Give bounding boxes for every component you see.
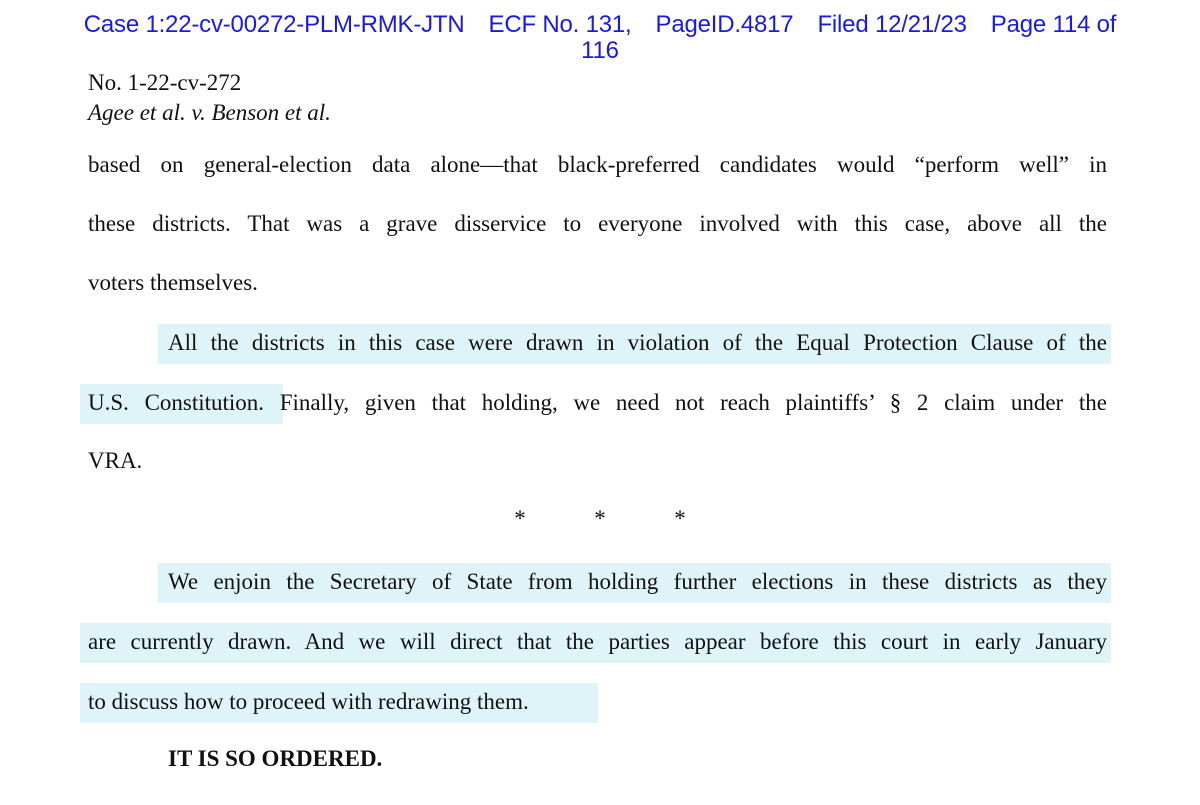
body-line-highlighted: We enjoin the Secretary of State from holding further elections in these districts as they: [168, 569, 1107, 594]
page-id: PageID.4817: [655, 11, 794, 38]
order-statement: IT IS SO ORDERED.: [168, 746, 383, 771]
body-line: these districts. That was a grave disservice to everyone involved with this case, above all the: [88, 211, 1107, 236]
body-line: voters themselves.: [88, 270, 258, 295]
body-line: based on general-election data alone—that black-preferred candidates would “perform well” in: [88, 152, 1107, 177]
ecf-number: ECF No. 131,: [488, 11, 632, 38]
asterisk: *: [594, 506, 606, 531]
body-text: Finally, given that holding, we need not reach plaintiffs’ § 2 claim under the: [264, 390, 1107, 415]
body-line-highlighted: All the districts in this case were drawn in violation of the Equal Protection Clause of the: [168, 330, 1107, 355]
section-separator: [0, 506, 1200, 532]
page-total: 116: [581, 37, 619, 64]
caption-case-number: No. 1-22-cv-272: [88, 70, 242, 95]
asterisk: *: [674, 506, 686, 531]
highlighted-phrase: U.S. Constitution.: [88, 390, 265, 415]
asterisk: *: [514, 506, 526, 531]
caption-case-name: Agee et al. v. Benson et al.: [88, 100, 331, 125]
ecf-filing-header: [30, 12, 1170, 64]
filed-date: Filed 12/21/23: [817, 11, 967, 38]
body-line: VRA.: [88, 448, 143, 473]
body-line: [88, 388, 1107, 418]
case-number-stamp: Case 1:22-cv-00272-PLM-RMK-JTN: [83, 11, 465, 38]
page-of: Page 114 of: [990, 11, 1117, 38]
body-line-highlighted: to discuss how to proceed with redrawing them.: [88, 689, 529, 714]
body-line-highlighted: are currently drawn. And we will direct that the parties appear before this court in early January: [88, 629, 1107, 654]
